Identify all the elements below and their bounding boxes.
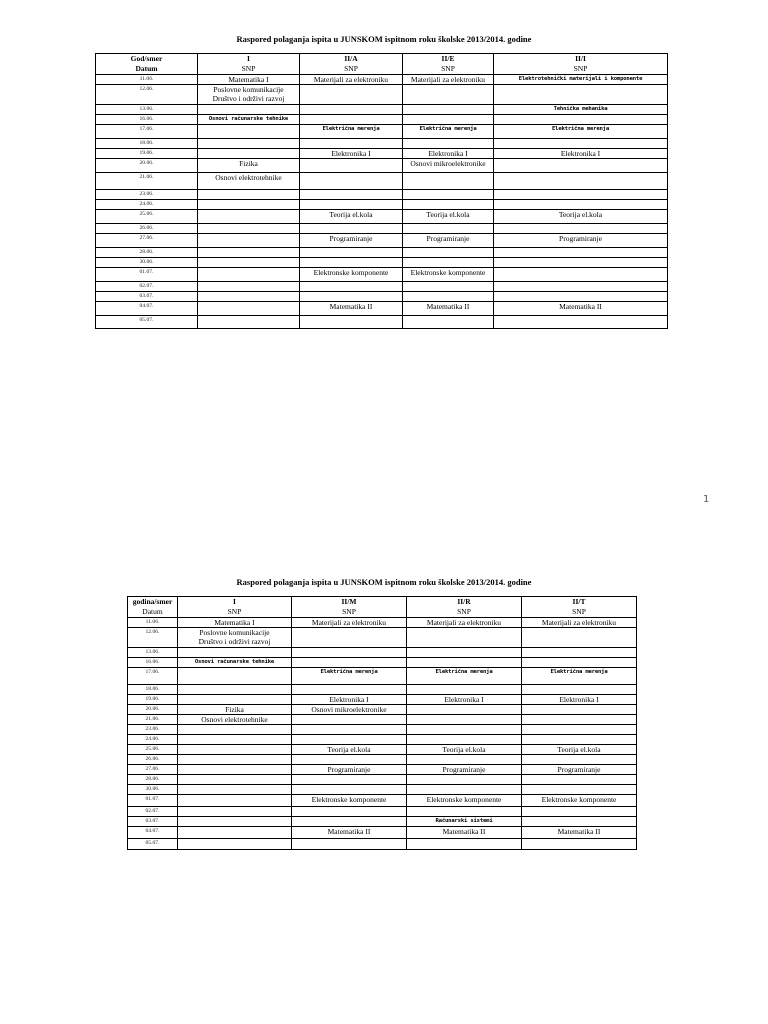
table-row [128, 735, 637, 745]
exam-cell [178, 668, 292, 685]
exam-cell [494, 224, 668, 234]
exam-cell: Matematika I [198, 75, 300, 85]
exam-cell: Električna merenja [292, 668, 407, 685]
exam-cell [494, 248, 668, 258]
date-cell: 19.06. [128, 695, 178, 705]
exam-cell: Programiranje [522, 765, 637, 775]
date-cell: 16.06. [128, 658, 178, 668]
exam-cell [292, 715, 407, 725]
exam-cell [403, 190, 494, 200]
exam-cell: Materijali za elektroniku [292, 618, 407, 628]
exam-cell [178, 839, 292, 850]
exam-cell [494, 316, 668, 329]
exam-cell: Materijali za elektroniku [407, 618, 522, 628]
exam-cell [292, 839, 407, 850]
date-cell: 18.06. [128, 685, 178, 695]
exam-cell [403, 139, 494, 149]
table-row [96, 292, 668, 302]
exam-cell [292, 658, 407, 668]
table-row [128, 705, 637, 715]
date-cell: 05.07. [96, 316, 198, 329]
exam-cell [300, 159, 403, 173]
date-cell: 23.06. [96, 190, 198, 200]
exam-cell [198, 200, 300, 210]
exam-cell: Poslovne komunikacije Društvo i održivi razvoj [178, 628, 292, 648]
exam-cell [300, 292, 403, 302]
exam-cell [178, 745, 292, 755]
date-cell: 23.06. [128, 725, 178, 735]
exam-cell: Fizika [198, 159, 300, 173]
exam-cell [300, 115, 403, 125]
exam-cell [292, 785, 407, 795]
exam-cell [403, 258, 494, 268]
exam-cell [198, 224, 300, 234]
column-header-2: II/A SNP [300, 54, 403, 75]
column-header-1: I SNP [178, 597, 292, 618]
exam-cell [407, 785, 522, 795]
table-row [128, 765, 637, 775]
table-row [128, 715, 637, 725]
date-cell: 12.06. [96, 85, 198, 105]
exam-cell [292, 725, 407, 735]
exam-cell [178, 725, 292, 735]
date-cell: 27.06. [128, 765, 178, 775]
exam-cell: Materijali za elektroniku [300, 75, 403, 85]
exam-cell [198, 258, 300, 268]
exam-cell: Električna merenja [407, 668, 522, 685]
exam-cell [292, 628, 407, 648]
date-cell: 25.06. [96, 210, 198, 224]
exam-cell: Elektronika I [494, 149, 668, 159]
table-row [96, 224, 668, 234]
table-row [128, 695, 637, 705]
exam-cell [300, 85, 403, 105]
table-row [96, 200, 668, 210]
exam-cell [522, 817, 637, 827]
exam-cell [494, 115, 668, 125]
exam-cell [494, 139, 668, 149]
header-year-date-cell [128, 597, 178, 618]
exam-cell [494, 85, 668, 105]
exam-cell: Električna merenja [403, 125, 494, 139]
date-cell: 03.07. [96, 292, 198, 302]
date-cell: 04.07. [96, 302, 198, 316]
exam-cell [403, 173, 494, 190]
exam-cell [494, 258, 668, 268]
exam-cell [522, 735, 637, 745]
header-year-label: God/smer [130, 54, 163, 63]
exam-cell [198, 234, 300, 248]
table-row [128, 785, 637, 795]
exam-cell [494, 159, 668, 173]
table-row [96, 258, 668, 268]
exam-cell: Matematika II [522, 827, 637, 839]
exam-cell [522, 785, 637, 795]
exam-cell: Materijali za elektroniku [403, 75, 494, 85]
exam-cell [198, 248, 300, 258]
date-cell: 30.06. [128, 785, 178, 795]
table-row [96, 268, 668, 282]
exam-cell [407, 735, 522, 745]
exam-cell: Elektronske komponente [403, 268, 494, 282]
exam-cell [292, 755, 407, 765]
date-cell: 21.06. [96, 173, 198, 190]
date-cell: 01.07. [96, 268, 198, 282]
exam-cell [407, 775, 522, 785]
date-cell: 20.06. [128, 705, 178, 715]
exam-cell: Osnovi elektrotehnike [178, 715, 292, 725]
schedule-1-title: Raspored polaganja ispita u JUNSKOM ispitnom roku školske 2013/2014. godine [236, 34, 532, 44]
exam-cell: Osnovi mikroelektronike [292, 705, 407, 715]
exam-cell [407, 705, 522, 715]
column-header-1: I SNP [198, 54, 300, 75]
date-cell: 30.06. [96, 258, 198, 268]
date-cell: 18.06. [96, 139, 198, 149]
schedule-2-title: Raspored polaganja ispita u JUNSKOM ispitnom roku školske 2013/2014. godine [236, 577, 532, 587]
exam-cell [407, 755, 522, 765]
exam-cell [300, 248, 403, 258]
exam-cell [300, 282, 403, 292]
exam-cell: Elektronske komponente [407, 795, 522, 807]
exam-cell [407, 839, 522, 850]
exam-cell [494, 200, 668, 210]
exam-cell [522, 628, 637, 648]
exam-cell [300, 316, 403, 329]
exam-cell [407, 658, 522, 668]
exam-cell [178, 735, 292, 745]
exam-cell: Fizika [178, 705, 292, 715]
exam-cell: Teorija el.kola [494, 210, 668, 224]
exam-cell [178, 775, 292, 785]
table-header-row [128, 597, 637, 618]
exam-cell [198, 125, 300, 139]
date-cell: 20.06. [96, 159, 198, 173]
column-header-3: II/R SNP [407, 597, 522, 618]
table-row [96, 105, 668, 115]
date-cell: 17.06. [128, 668, 178, 685]
exam-cell [522, 658, 637, 668]
exam-cell: Programiranje [292, 765, 407, 775]
date-cell: 11.06. [96, 75, 198, 85]
exam-cell [403, 316, 494, 329]
exam-cell: Teorija el.kola [292, 745, 407, 755]
exam-cell: Računarski sistemi [407, 817, 522, 827]
exam-cell: Elektronika I [407, 695, 522, 705]
exam-cell: Elektronske komponente [292, 795, 407, 807]
table-row [128, 725, 637, 735]
exam-cell: Električna merenja [494, 125, 668, 139]
exam-cell: Teorija el.kola [522, 745, 637, 755]
exam-cell [300, 200, 403, 210]
exam-cell [522, 715, 637, 725]
table-row [96, 85, 668, 105]
column-header-4: II/I SNP [494, 54, 668, 75]
exam-cell: Teorija el.kola [403, 210, 494, 224]
date-cell: 04.07. [128, 827, 178, 839]
exam-cell [403, 282, 494, 292]
exam-cell [522, 775, 637, 785]
exam-cell: Matematika II [292, 827, 407, 839]
table-header-row [96, 54, 668, 75]
exam-cell [522, 839, 637, 850]
exam-cell: Osnovi računarske tehnike [178, 658, 292, 668]
exam-cell [407, 628, 522, 648]
page-number: 1 [703, 494, 710, 505]
exam-cell: Matematika II [407, 827, 522, 839]
date-cell: 03.07. [128, 817, 178, 827]
exam-cell [522, 648, 637, 658]
exam-cell: Matematika II [300, 302, 403, 316]
date-cell: 27.06. [96, 234, 198, 248]
exam-cell: Elektronske komponente [522, 795, 637, 807]
exam-cell: Električna merenja [300, 125, 403, 139]
schedule-1-body [96, 75, 668, 329]
exam-cell [522, 685, 637, 695]
exam-cell [292, 735, 407, 745]
exam-cell [198, 149, 300, 159]
exam-cell [292, 775, 407, 785]
column-header-4: II/T SNP [522, 597, 637, 618]
date-cell: 28.06. [96, 248, 198, 258]
date-cell: 19.06. [96, 149, 198, 159]
exam-cell [198, 105, 300, 115]
exam-cell [198, 268, 300, 282]
exam-cell [522, 725, 637, 735]
exam-cell: Elektronske komponente [300, 268, 403, 282]
exam-cell: Teorija el.kola [300, 210, 403, 224]
exam-cell [522, 755, 637, 765]
table-row [128, 795, 637, 807]
column-header-3: II/E SNP [403, 54, 494, 75]
date-cell: 21.06. [128, 715, 178, 725]
date-cell: 05.07. [128, 839, 178, 850]
date-cell: 16.06. [96, 115, 198, 125]
exam-cell: Programiranje [407, 765, 522, 775]
table-row [96, 248, 668, 258]
header-year-date-cell [96, 54, 198, 75]
table-row [128, 668, 637, 685]
date-cell: 26.06. [128, 755, 178, 765]
header-date-label: Datum [135, 64, 158, 73]
table-row [128, 755, 637, 765]
exam-cell [522, 807, 637, 817]
exam-cell [198, 302, 300, 316]
table-row [96, 173, 668, 190]
table-row [96, 139, 668, 149]
exam-cell: Tehnička mehanika [494, 105, 668, 115]
exam-cell [403, 200, 494, 210]
table-row [96, 149, 668, 159]
table-row [96, 190, 668, 200]
exam-cell: Elektronika I [403, 149, 494, 159]
header-year-label: godina/smer [132, 597, 173, 606]
exam-cell [178, 817, 292, 827]
table-row [96, 159, 668, 173]
exam-cell [178, 827, 292, 839]
date-cell: 12.06. [128, 628, 178, 648]
exam-cell [403, 224, 494, 234]
table-row [96, 234, 668, 248]
exam-cell [292, 817, 407, 827]
exam-cell [403, 248, 494, 258]
table-row [96, 125, 668, 139]
table-row [128, 685, 637, 695]
table-row [128, 628, 637, 648]
date-cell: 17.06. [96, 125, 198, 139]
exam-cell [300, 173, 403, 190]
exam-cell: Osnovi računarske tehnike [198, 115, 300, 125]
exam-cell [178, 755, 292, 765]
exam-cell: Programiranje [494, 234, 668, 248]
exam-cell: Materijali za elektroniku [522, 618, 637, 628]
exam-cell [178, 685, 292, 695]
table-row [96, 115, 668, 125]
exam-cell [198, 316, 300, 329]
table-row [128, 817, 637, 827]
schedule-1-table [95, 53, 668, 329]
date-cell: 01.07. [128, 795, 178, 807]
exam-cell: Osnovi mikroelektronike [403, 159, 494, 173]
table-row [128, 775, 637, 785]
exam-cell [407, 685, 522, 695]
exam-cell [178, 807, 292, 817]
table-row [128, 839, 637, 850]
exam-cell: Programiranje [300, 234, 403, 248]
date-cell: 13.06. [128, 648, 178, 658]
table-row [128, 827, 637, 839]
date-cell: 02.07. [96, 282, 198, 292]
exam-cell [403, 115, 494, 125]
exam-cell [300, 258, 403, 268]
column-header-2: II/M SNP [292, 597, 407, 618]
date-cell: 02.07. [128, 807, 178, 817]
exam-cell: Električna merenja [522, 668, 637, 685]
table-row [128, 618, 637, 628]
exam-cell [292, 648, 407, 658]
exam-cell [198, 139, 300, 149]
table-row [96, 302, 668, 316]
exam-cell [407, 807, 522, 817]
exam-cell [494, 282, 668, 292]
exam-cell: Osnovi elektrotehnike [198, 173, 300, 190]
exam-cell [198, 282, 300, 292]
exam-cell [300, 105, 403, 115]
exam-cell [178, 785, 292, 795]
exam-cell [198, 292, 300, 302]
exam-cell [403, 85, 494, 105]
table-row [96, 282, 668, 292]
table-row [128, 745, 637, 755]
exam-cell: Matematika II [494, 302, 668, 316]
date-cell: 11.06. [128, 618, 178, 628]
schedule-2-table [127, 596, 637, 850]
exam-cell [494, 268, 668, 282]
exam-cell: Matematika II [403, 302, 494, 316]
table-row [128, 658, 637, 668]
exam-cell [494, 190, 668, 200]
date-cell: 24.06. [96, 200, 198, 210]
exam-cell: Teorija el.kola [407, 745, 522, 755]
exam-cell: Matematika I [178, 618, 292, 628]
exam-cell: Elektronika I [300, 149, 403, 159]
exam-cell: Elektronika I [522, 695, 637, 705]
date-cell: 24.06. [128, 735, 178, 745]
date-cell: 26.06. [96, 224, 198, 234]
exam-cell [300, 224, 403, 234]
exam-cell [178, 765, 292, 775]
exam-cell: Elektronika I [292, 695, 407, 705]
date-cell: 28.06. [128, 775, 178, 785]
exam-cell: Elektrotehnički materijali i komponente [494, 75, 668, 85]
table-row [96, 75, 668, 85]
exam-cell [407, 648, 522, 658]
exam-cell [198, 190, 300, 200]
exam-cell [292, 685, 407, 695]
exam-cell [300, 139, 403, 149]
date-cell: 13.06. [96, 105, 198, 115]
exam-cell [407, 715, 522, 725]
exam-cell [300, 190, 403, 200]
exam-cell [178, 648, 292, 658]
exam-cell: Poslovne komunikacije Društvo i održivi razvoj [198, 85, 300, 105]
exam-cell [178, 795, 292, 807]
exam-cell: Programiranje [403, 234, 494, 248]
exam-cell [403, 292, 494, 302]
table-row [128, 807, 637, 817]
table-row [96, 316, 668, 329]
exam-cell [522, 705, 637, 715]
exam-cell [494, 292, 668, 302]
exam-cell [403, 105, 494, 115]
exam-cell [494, 173, 668, 190]
table-row [96, 210, 668, 224]
exam-cell [178, 695, 292, 705]
exam-cell [407, 725, 522, 735]
header-date-label: Datum [142, 607, 163, 616]
exam-cell [292, 807, 407, 817]
schedule-2-body [128, 618, 637, 850]
exam-cell [198, 210, 300, 224]
date-cell: 25.06. [128, 745, 178, 755]
table-row [128, 648, 637, 658]
